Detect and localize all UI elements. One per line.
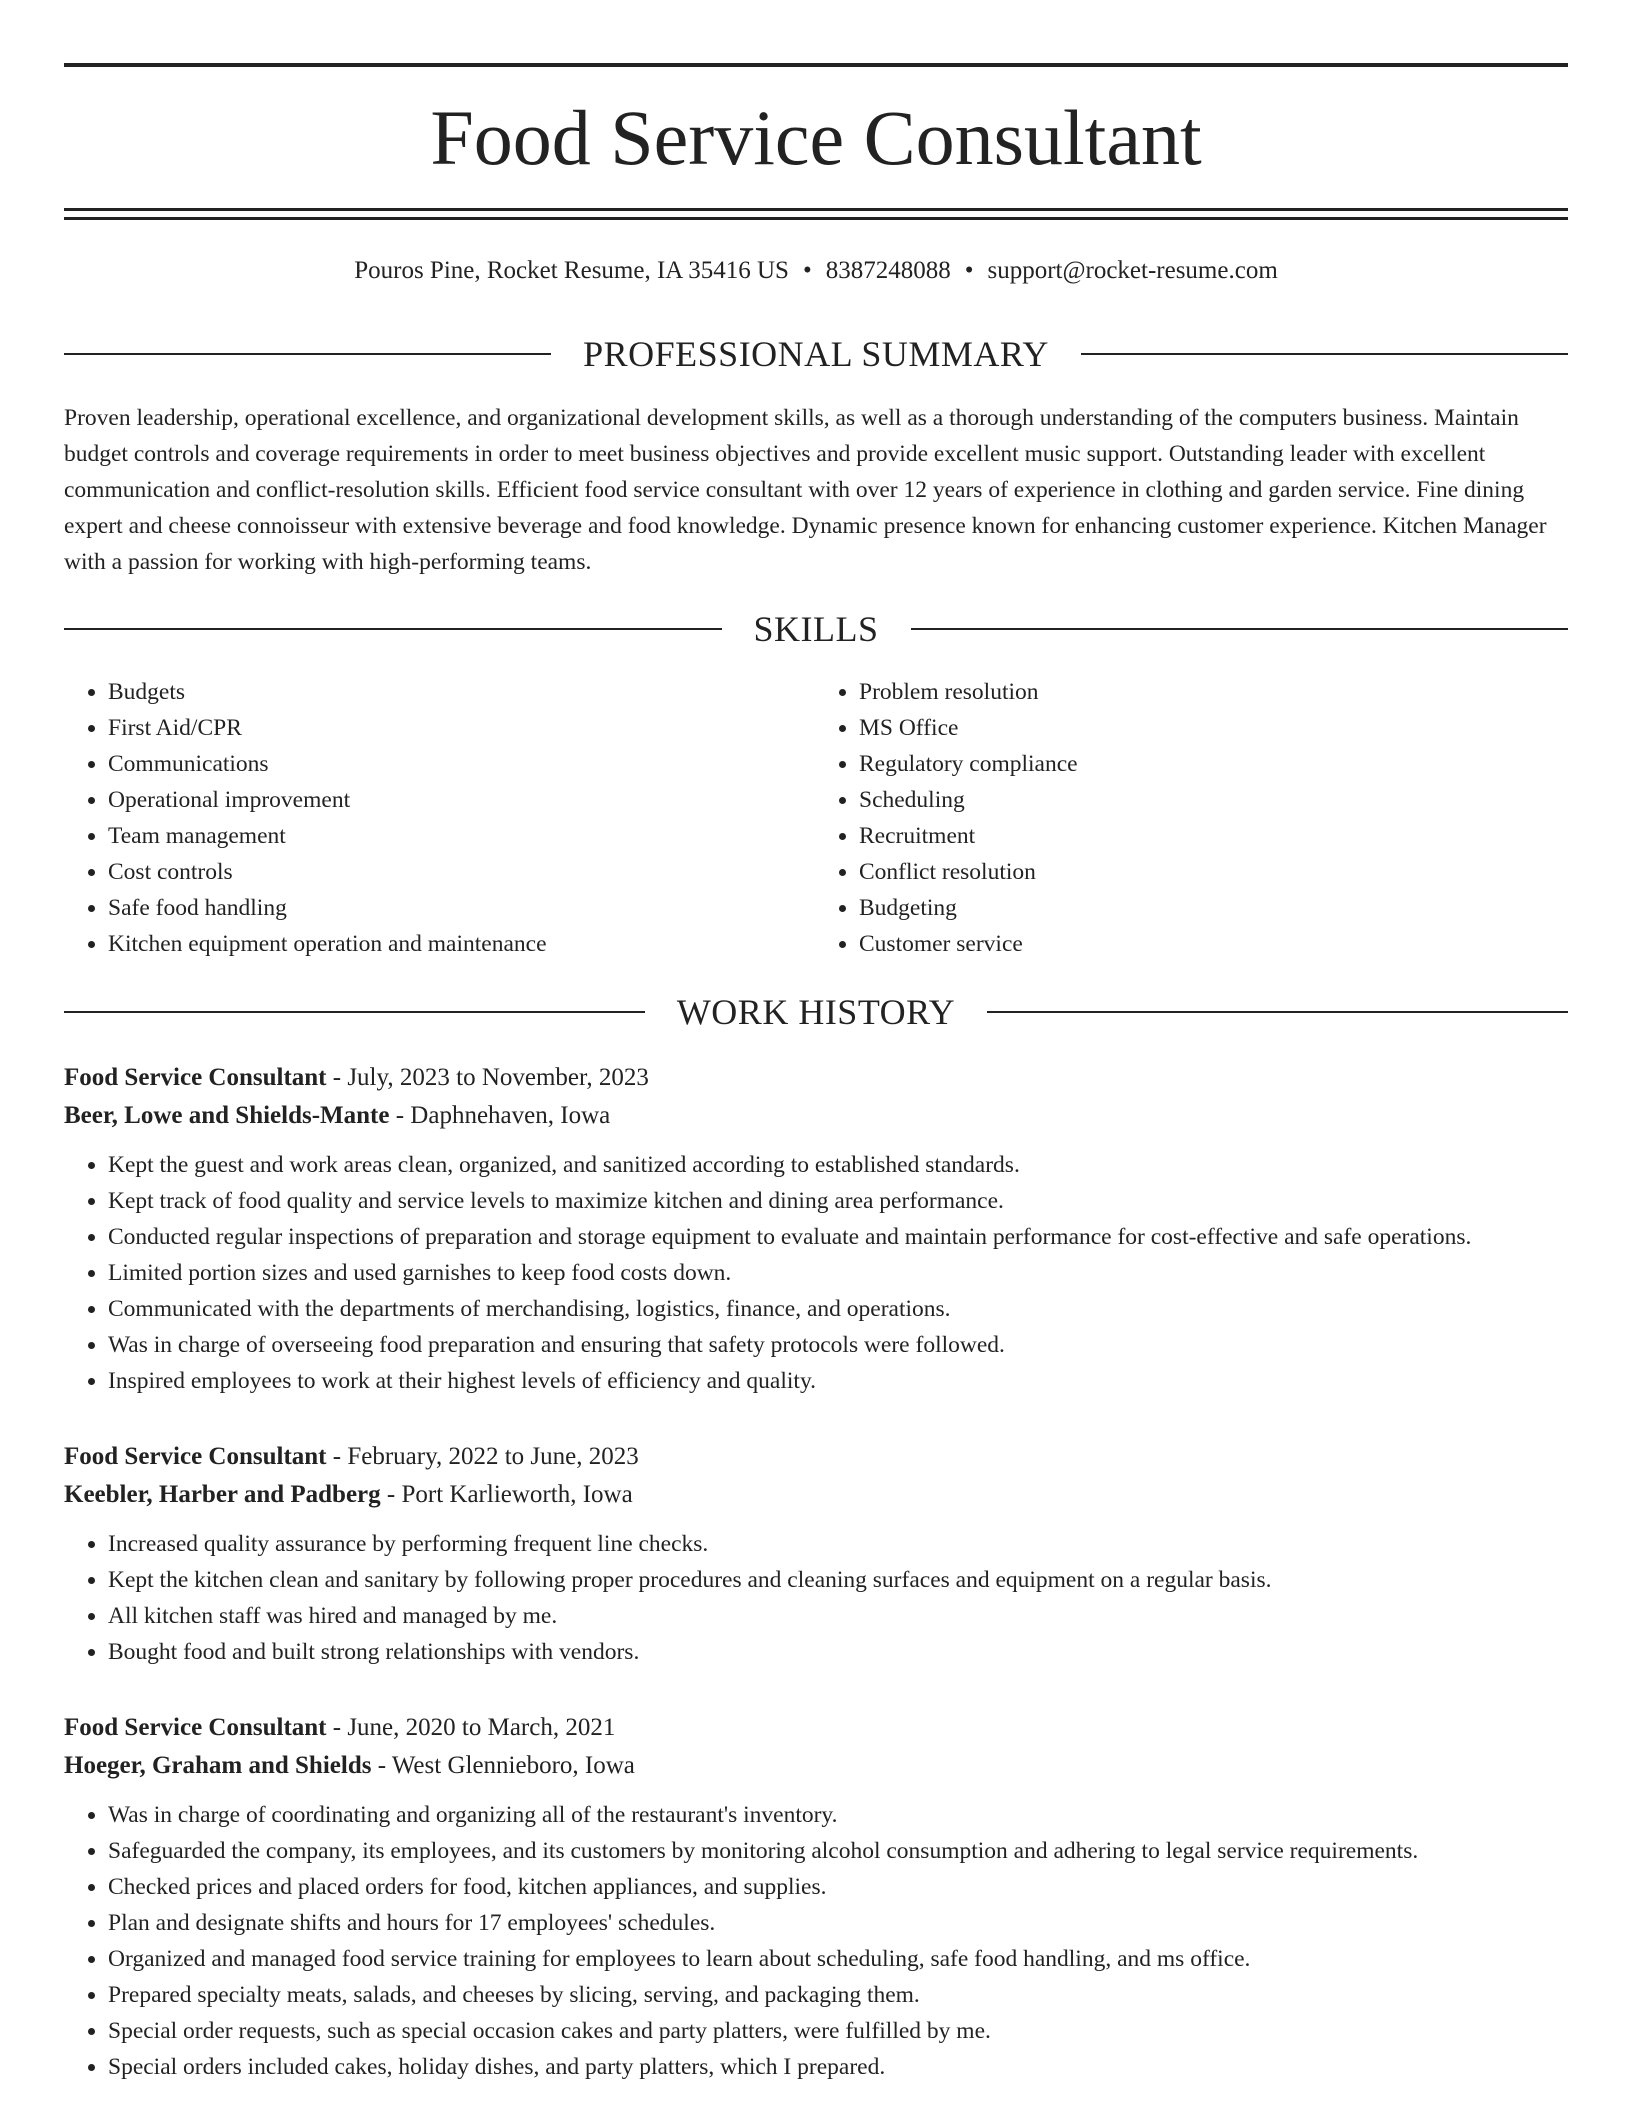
job-bullet: • Kept track of food quality and service levels to maximize kitchen and dining area performance. <box>108 1183 1568 1219</box>
job-bullet: • All kitchen staff was hired and managed by me. <box>108 1598 1568 1634</box>
job-company: Beer, Lowe and Shields-Mante <box>64 1102 390 1129</box>
skill-item: • First Aid/CPR <box>108 710 817 746</box>
section-title: SKILLS <box>753 609 879 649</box>
job-company-line <box>64 1097 1568 1135</box>
job-dates: - July, 2023 to November, 2023 <box>332 1064 649 1091</box>
job-bullet: • Communicated with the departments of merchandising, logistics, finance, and operations. <box>108 1291 1568 1327</box>
work-entry <box>64 1709 1568 2085</box>
job-title-line <box>64 1059 1568 1097</box>
skill-item: • Kitchen equipment operation and maintenance <box>108 926 817 962</box>
contact-address: Pouros Pine, Rocket Resume, IA 35416 US <box>354 257 789 284</box>
job-location: - Daphnehaven, Iowa <box>395 1102 611 1129</box>
contact-separator: • <box>964 257 974 284</box>
top-rule <box>64 63 1568 67</box>
job-bullet: • Inspired employees to work at their highest levels of efficiency and quality. <box>108 1363 1568 1399</box>
job-bullet: • Was in charge of overseeing food preparation and ensuring that safety protocols were followed. <box>108 1327 1568 1363</box>
job-dates: - February, 2022 to June, 2023 <box>332 1443 639 1470</box>
job-company-line <box>64 1476 1568 1514</box>
contact-email: support@rocket-resume.com <box>987 257 1278 284</box>
job-bullet: • Kept the guest and work areas clean, organized, and sanitized according to established standards. <box>108 1147 1568 1183</box>
job-location: - West Glennieboro, Iowa <box>377 1752 635 1779</box>
skill-item: • Regulatory compliance <box>859 746 1568 782</box>
contact-line <box>64 254 1568 288</box>
work-entry <box>64 1059 1568 1399</box>
section-heading-summary <box>64 332 1568 376</box>
heading-rule-right <box>911 628 1569 630</box>
title-double-rule <box>64 208 1568 220</box>
heading-rule-left <box>64 1011 645 1013</box>
section-title: WORK HISTORY <box>676 992 956 1032</box>
job-bullet: • Limited portion sizes and used garnishes to keep food costs down. <box>108 1255 1568 1291</box>
skill-item: • Safe food handling <box>108 890 817 926</box>
skills-column-right <box>817 674 1568 962</box>
heading-rule-right <box>987 1011 1568 1013</box>
job-location: - Port Karlieworth, Iowa <box>386 1481 633 1508</box>
job-bullet: • Conducted regular inspections of preparation and storage equipment to evaluate and maintain performance for cost-effective and safe operations. <box>108 1219 1568 1255</box>
job-title: Food Service Consultant <box>64 1443 327 1470</box>
job-bullet: • Checked prices and placed orders for food, kitchen appliances, and supplies. <box>108 1869 1568 1905</box>
job-company-line <box>64 1747 1568 1785</box>
skill-item: • Communications <box>108 746 817 782</box>
job-title: Food Service Consultant <box>64 1714 327 1741</box>
heading-rule-left <box>64 628 722 630</box>
work-entry <box>64 1438 1568 1670</box>
skill-item: • Recruitment <box>859 818 1568 854</box>
job-bullet: • Was in charge of coordinating and organizing all of the restaurant's inventory. <box>108 1797 1568 1833</box>
job-company: Keebler, Harber and Padberg <box>64 1481 381 1508</box>
job-dates: - June, 2020 to March, 2021 <box>332 1714 616 1741</box>
job-bullet: • Special orders included cakes, holiday dishes, and party platters, which I prepared. <box>108 2049 1568 2085</box>
job-bullets <box>64 1147 1568 1399</box>
skill-item: • Operational improvement <box>108 782 817 818</box>
section-heading-work-history <box>64 990 1568 1034</box>
job-title: Food Service Consultant <box>64 1064 327 1091</box>
skill-item: • Budgets <box>108 674 817 710</box>
job-bullet: • Kept the kitchen clean and sanitary by following proper procedures and cleaning surfaces and equipment on a regular basis. <box>108 1562 1568 1598</box>
skill-item: • Scheduling <box>859 782 1568 818</box>
job-bullet: • Special order requests, such as special occasion cakes and party platters, were fulfilled by me. <box>108 2013 1568 2049</box>
section-title: PROFESSIONAL SUMMARY <box>583 334 1049 374</box>
job-title-line <box>64 1438 1568 1476</box>
job-bullet: • Bought food and built strong relationships with vendors. <box>108 1634 1568 1670</box>
job-title-line <box>64 1709 1568 1747</box>
job-bullet: • Increased quality assurance by performing frequent line checks. <box>108 1526 1568 1562</box>
job-bullet: • Safeguarded the company, its employees, and its customers by monitoring alcohol consumption and adhering to legal service requirements. <box>108 1833 1568 1869</box>
contact-phone: 8387248088 <box>825 257 951 284</box>
skill-item: • Budgeting <box>859 890 1568 926</box>
job-bullet: • Organized and managed food service training for employees to learn about scheduling, safe food handling, and ms office. <box>108 1941 1568 1977</box>
resume-title: Food Service Consultant <box>430 94 1202 181</box>
professional-summary-text: Proven leadership, operational excellence, and organizational development skills, as well as a thorough understanding of the computers business. Maintain budget controls and coverage requirements in order to meet business objectives and provide excellent music support. Outstanding leader with excellent communication and conflict-resolution skills. Efficient food service consultant with over 12 years of experience in clothing and garden service. Fine dining expert and cheese connoisseur with extensive beverage and food knowledge. Dynamic presence known for enhancing customer experience. Kitchen Manager with a passion for working with high-performing teams. <box>64 405 1547 575</box>
job-company: Hoeger, Graham and Shields <box>64 1752 372 1779</box>
skill-item: • MS Office <box>859 710 1568 746</box>
section-heading-skills <box>64 607 1568 651</box>
skill-item: • Cost controls <box>108 854 817 890</box>
skill-item: • Customer service <box>859 926 1568 962</box>
skills-column-left <box>64 674 817 962</box>
job-bullets <box>64 1797 1568 2085</box>
job-bullets <box>64 1526 1568 1670</box>
job-bullet: • Prepared specialty meats, salads, and cheeses by slicing, serving, and packaging them. <box>108 1977 1568 2013</box>
skill-item: • Team management <box>108 818 817 854</box>
skill-item: • Problem resolution <box>859 674 1568 710</box>
contact-separator: • <box>802 257 812 284</box>
skill-item: • Conflict resolution <box>859 854 1568 890</box>
heading-rule-left <box>64 353 551 355</box>
job-bullet: • Plan and designate shifts and hours for 17 employees' schedules. <box>108 1905 1568 1941</box>
skills-list <box>64 674 1568 962</box>
heading-rule-right <box>1081 353 1568 355</box>
